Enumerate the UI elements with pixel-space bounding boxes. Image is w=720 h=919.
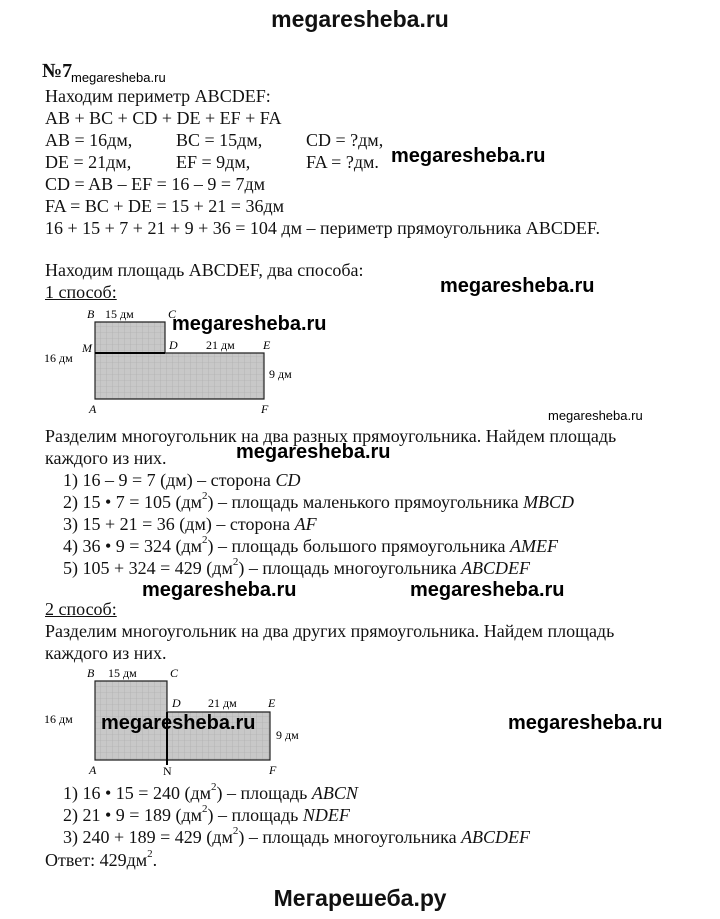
method2-title: 2 способ: <box>45 599 117 619</box>
watermark: megaresheba.ru <box>440 275 595 297</box>
watermark: megaresheba.ru <box>236 441 391 463</box>
given-ab: AB = 16дм, <box>45 130 133 150</box>
label-b: B <box>87 307 95 321</box>
label-n: N <box>163 764 172 778</box>
method2-step-1: 1) 16 • 15 = 240 $(дм^2)$ – площадь ABCN <box>63 781 358 803</box>
watermark: megaresheba.ru <box>548 408 643 423</box>
method1-step-3: 3) 15 + 21 = 36 (дм) – сторона AF <box>63 514 317 534</box>
perimeter-heading: Находим периметр ABCDEF: <box>45 86 271 106</box>
method1-step-1: 1) 16 – 9 = 7 (дм) – сторона CD <box>63 470 301 490</box>
task-number: №7 <box>42 60 73 82</box>
watermark: megaresheba.ru <box>172 313 327 335</box>
label-a: A <box>89 763 97 777</box>
method1-step-2: 2) 15 • 7 = 105 $(дм^2)$ – площадь маленького прямоугольника MBCD <box>63 490 575 512</box>
fa-calculation: FA = BC + DE = 15 + 21 = 36дм <box>45 196 284 216</box>
given-cd: CD = ?дм, <box>306 130 384 150</box>
label-e: E <box>268 696 276 710</box>
method2-step-3: 3) 240 + 189 = 429 $(дм^2)$ – площадь многоугольника ABCDEF <box>63 825 531 847</box>
method2-intro-line1: Разделим многоугольник на два других прямоугольника. Найдем площадь <box>45 621 615 641</box>
watermark: megaresheba.ru <box>391 145 546 167</box>
perimeter-formula: AB + BC + CD + DE + EF + FA <box>45 108 282 128</box>
label-c: C <box>168 307 177 321</box>
method2-intro-line2: каждого из них. <box>45 643 167 663</box>
label-m: M <box>82 341 92 355</box>
dim-de: 21 дм <box>208 696 237 710</box>
dim-ef: 9 дм <box>276 728 299 742</box>
method1-title: 1 способ: <box>45 282 117 302</box>
dim-ab: 16 дм <box>44 712 73 726</box>
label-b: B <box>87 666 95 680</box>
dim-ef: 9 дм <box>269 367 292 381</box>
watermark: megaresheba.ru <box>410 579 565 601</box>
method1-intro-line1: Разделим многоугольник на два разных прямоугольника. Найдем площадь <box>45 426 617 446</box>
dim-bc: 15 дм <box>105 307 134 321</box>
label-d: D <box>169 338 178 352</box>
cd-calculation: CD = AB – EF = 16 – 9 = 7дм <box>45 174 266 194</box>
area-heading: Находим площадь ABCDEF, два способа: <box>45 260 364 280</box>
method1-step-5: 5) 105 + 324 = 429 $(дм^2)$ – площадь многоугольника ABCDEF <box>63 556 531 578</box>
watermark: megaresheba.ru <box>508 712 663 734</box>
given-ef: EF = 9дм, <box>176 152 251 172</box>
perimeter-result: 16 + 15 + 7 + 21 + 9 + 36 = 104 дм – периметр прямоугольника ABCDEF. <box>45 218 600 238</box>
label-f: F <box>261 402 269 416</box>
site-header[interactable]: megaresheba.ru <box>271 6 449 32</box>
dim-ab: 16 дм <box>44 351 73 365</box>
method2-step-2: 2) 21 • 9 = 189 $(дм^2)$ – площадь NDEF <box>63 803 350 825</box>
watermark: megaresheba.ru <box>71 70 166 85</box>
dim-bc: 15 дм <box>108 666 137 680</box>
site-footer[interactable]: Мегарешеба.ру <box>273 885 447 911</box>
method1-step-4: 4) 36 • 9 = 324 $(дм^2)$ – площадь большого прямоугольника AMEF <box>63 534 558 556</box>
label-e: E <box>263 338 271 352</box>
answer: Ответ: $429дм^2$. <box>45 848 158 870</box>
label-c: C <box>170 666 179 680</box>
given-fa: FA = ?дм. <box>306 152 379 172</box>
method1-intro-line2: каждого из них. <box>45 448 167 468</box>
given-de: DE = 21дм, <box>45 152 132 172</box>
label-a: A <box>89 402 97 416</box>
given-bc: BC = 15дм, <box>176 130 263 150</box>
label-d: D <box>172 696 181 710</box>
watermark: megaresheba.ru <box>142 579 297 601</box>
dim-de: 21 дм <box>206 338 235 352</box>
label-f: F <box>269 763 277 777</box>
watermark: megaresheba.ru <box>101 712 256 734</box>
